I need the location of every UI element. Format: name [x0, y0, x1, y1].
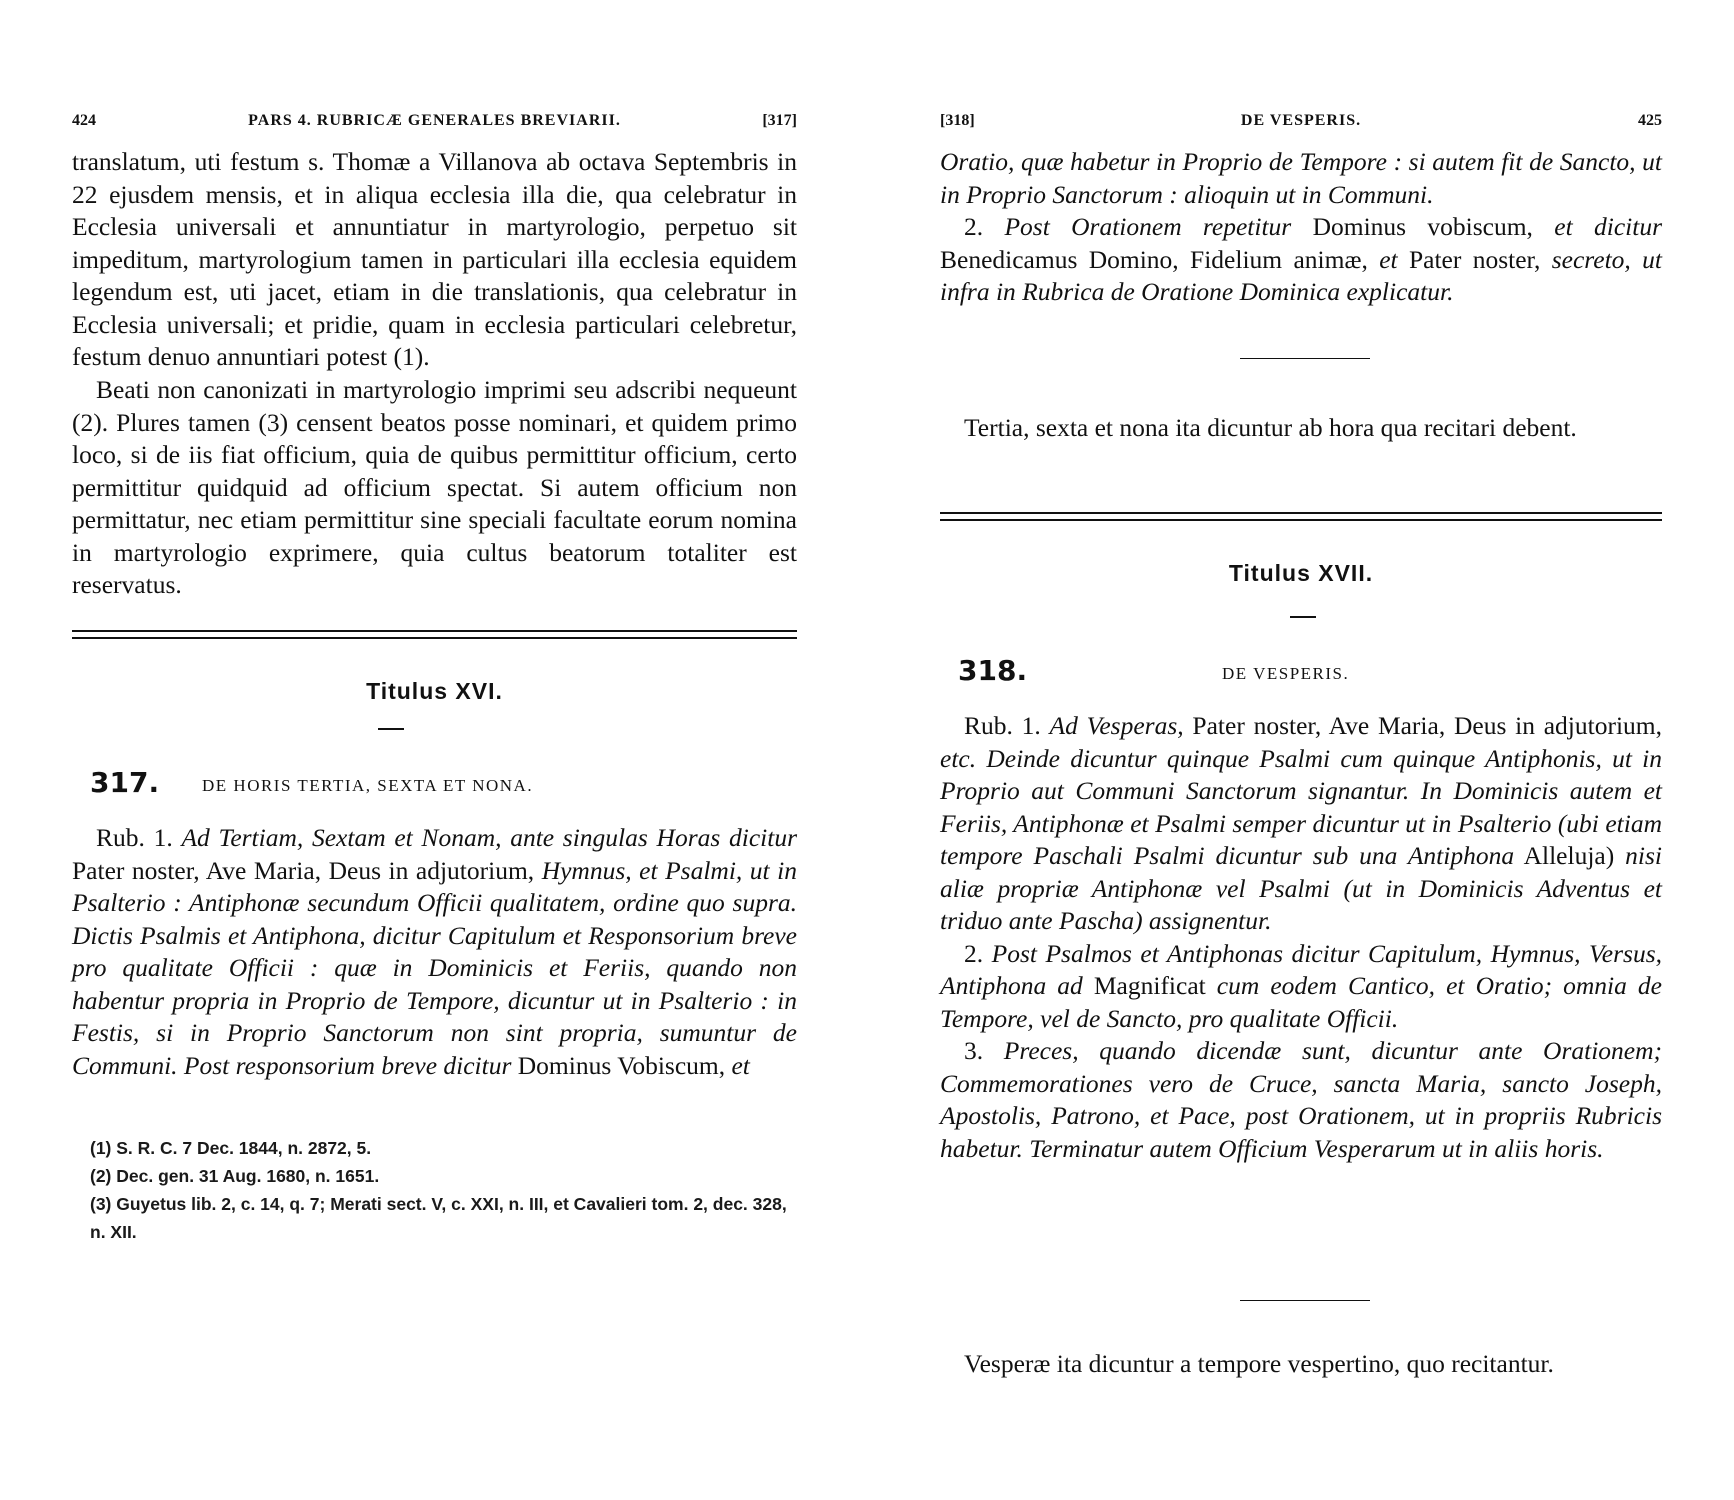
rubric-italic: nisi aliæ propriæ Antiphonæ vel Psalmi (ut in Dominicis Adventus et triduo ante Pascha) assignentur.: [940, 841, 1662, 935]
rubric-lead: 3.: [964, 1036, 1004, 1065]
rubric-italic: Preces, quando dicendæ sunt, dicuntur ante Orationem; Commemorationes vero de Cruce, sancta Maria, sancto Joseph, Apostolis, Patrono, et Pace, post Orationem, ut in propriis Rubricis habetur. Terminatur autem Officium Vesperarum ut in aliis horis.: [940, 1036, 1663, 1163]
double-rule: [940, 512, 1662, 521]
short-dash: [1290, 616, 1316, 618]
right-page: [940, 0, 1662, 1500]
section-title: DE HORIS TERTIA, SEXTA ET NONA.: [202, 776, 534, 795]
cont-italic: secreto, ut infra in Rubrica de Oratione Dominica explicatur.: [940, 244, 1662, 306]
cont-italic: et: [1379, 244, 1398, 274]
continuation-paragraph: [940, 146, 1662, 309]
bracket-number: [317]: [762, 112, 797, 129]
paragraph-translatum: translatum, uti festum s. Thomæ a Villanova ab octava Septembris in 22 ejusdem mensis, et in aliqua ecclesia illa die, qua celebratur in Ecclesia universali et annuntiatur in martyrologio, perpetuo sit impeditum, martyrologium tamen in particulari illa ecclesia equidem legendum est, uti jacet, etiam in die translationis, qua celebratur in Ecclesia universali; et pridie, quam in ecclesia particulari celebretur, festum denuo annuntiari potest (1).: [72, 147, 797, 371]
rubric-roman: Magnificat: [1082, 971, 1217, 1000]
rubric-italic: Ad Vesperas,: [1049, 711, 1184, 740]
left-running-head: [72, 112, 797, 142]
rubric-roman: Dominus Vobiscum,: [511, 1050, 732, 1080]
section-number: 317.: [90, 766, 160, 799]
titulus-heading: Titulus XVII.: [1228, 560, 1374, 586]
cont-roman: Benedicamus Domino, Fidelium animæ,: [940, 244, 1380, 274]
rubric-lead: Rub. 1.: [964, 711, 1050, 740]
cont-italic: Post Orationem repetitur: [1004, 212, 1292, 241]
cont-roman: Pater noster,: [1397, 244, 1552, 274]
separator-rule: [1240, 1300, 1370, 1301]
cont-roman: Dominus vobiscum,: [1291, 212, 1555, 241]
footnote: (1) S. R. C. 7 Dec. 1844, n. 2872, 5.: [90, 1138, 372, 1158]
footnotes: [72, 1134, 797, 1246]
paragraph-beati: Beati non canonizati in martyrologio imprimi seu adscribi nequeunt (2). Plures tamen (3) censent beatos posse nominari, et quidem primo loco, si de iis fiat officium, quia de quibus permittitur officium, certo permittitur quidquid ad officium spectat. Si autem officium non permittatur, nec etiam permittitur sine speciali facultate eorum nomina in martyrologio exprimere, quia cultus beatorum totaliter est reservatus.: [72, 375, 797, 599]
rubric-lead: 2.: [964, 938, 992, 968]
rubric-italic: et: [731, 1050, 750, 1080]
footnote: (2) Dec. gen. 31 Aug. 1680, n. 1651.: [90, 1166, 380, 1186]
rubric-italic: Ad Tertiam, Sextam et Nonam, ante singulas Horas dicitur: [181, 823, 797, 852]
separator-rule: [1240, 358, 1370, 359]
rubric-roman: Alleluja): [1514, 841, 1626, 870]
rubric-lead: Rub. 1.: [96, 823, 182, 852]
titulus-heading: Titulus XVI.: [366, 678, 503, 704]
rubric-italic: etc. Deinde dicuntur quinque Psalmi cum quinque Antiphonis, ut in Proprio aut Communi Sanctorum signantur. In Dominicis autem et Feriis, Antiphonæ et Psalmi semper dicuntur ut in Psalterio (ubi etiam tempore Paschali Psalmi dicuntur sub una Antiphona: [940, 743, 1662, 870]
closing-note: Vesperæ ita dicuntur a tempore vespertino, quo recitantur.: [964, 1349, 1554, 1378]
cont-italic: Oratio, quæ habetur in Proprio de Tempore : si autem fit de Sancto, ut in Proprio Sanctorum : alioquin ut in Communi.: [940, 147, 1662, 209]
running-title: DE VESPERIS.: [1240, 112, 1362, 129]
running-title: PARS 4. RUBRICÆ GENERALES BREVIARII.: [248, 112, 621, 129]
tertia-note: Tertia, sexta et nona ita dicuntur ab hora qua recitari debent.: [964, 413, 1577, 442]
rubric-italic: cum eodem Cantico, et Oratio; omnia de Tempore, vel de Sancto, pro qualitate Officii.: [940, 971, 1662, 1033]
section-title: DE VESPERIS.: [1222, 664, 1350, 683]
rubric-paragraph: [72, 822, 797, 1082]
page-number: 424: [72, 112, 96, 129]
cont-italic: et dicitur: [1554, 212, 1662, 241]
rubric-italic: Post Psalmos et Antiphonas dicitur Capitulum, Hymnus, Versus, Antiphona ad: [940, 938, 1662, 1000]
section-number: 318.: [958, 654, 1028, 687]
rubric-roman: Pater noster, Ave Maria, Deus in adjutorium,: [72, 855, 542, 885]
rubric-roman: Pater noster, Ave Maria, Deus in adjutorium,: [1183, 711, 1662, 740]
left-page: [72, 0, 797, 1500]
rubric-italic: Hymnus, et Psalmi, ut in Psalterio : Antiphonæ secundum Officii qualitatem, ordine quo supra. Dictis Psalmis et Antiphona, dicitur Capitulum et Responsorium breve pro qualitate Officii : quæ in Dominicis et Feriis, quando non habentur propria in Proprio de Tempore, dicuntur ut in Psalterio : in Festis, si in Proprio Sanctorum non sint propria, sumuntur de Communi. Post responsorium breve dicitur: [72, 855, 798, 1080]
rubric-paragraph: [940, 710, 1662, 1165]
bracket-number: [318]: [940, 112, 975, 129]
double-rule: [72, 630, 797, 639]
page-number: 425: [1638, 112, 1662, 129]
cont-lead: 2.: [964, 212, 1005, 241]
short-dash: [378, 728, 404, 730]
right-running-head: [940, 112, 1662, 142]
footnote: (3) Guyetus lib. 2, c. 14, q. 7; Merati sect. V, c. XXI, n. III, et Cavalieri tom. 2, dec. 328, n. XII.: [90, 1194, 787, 1242]
